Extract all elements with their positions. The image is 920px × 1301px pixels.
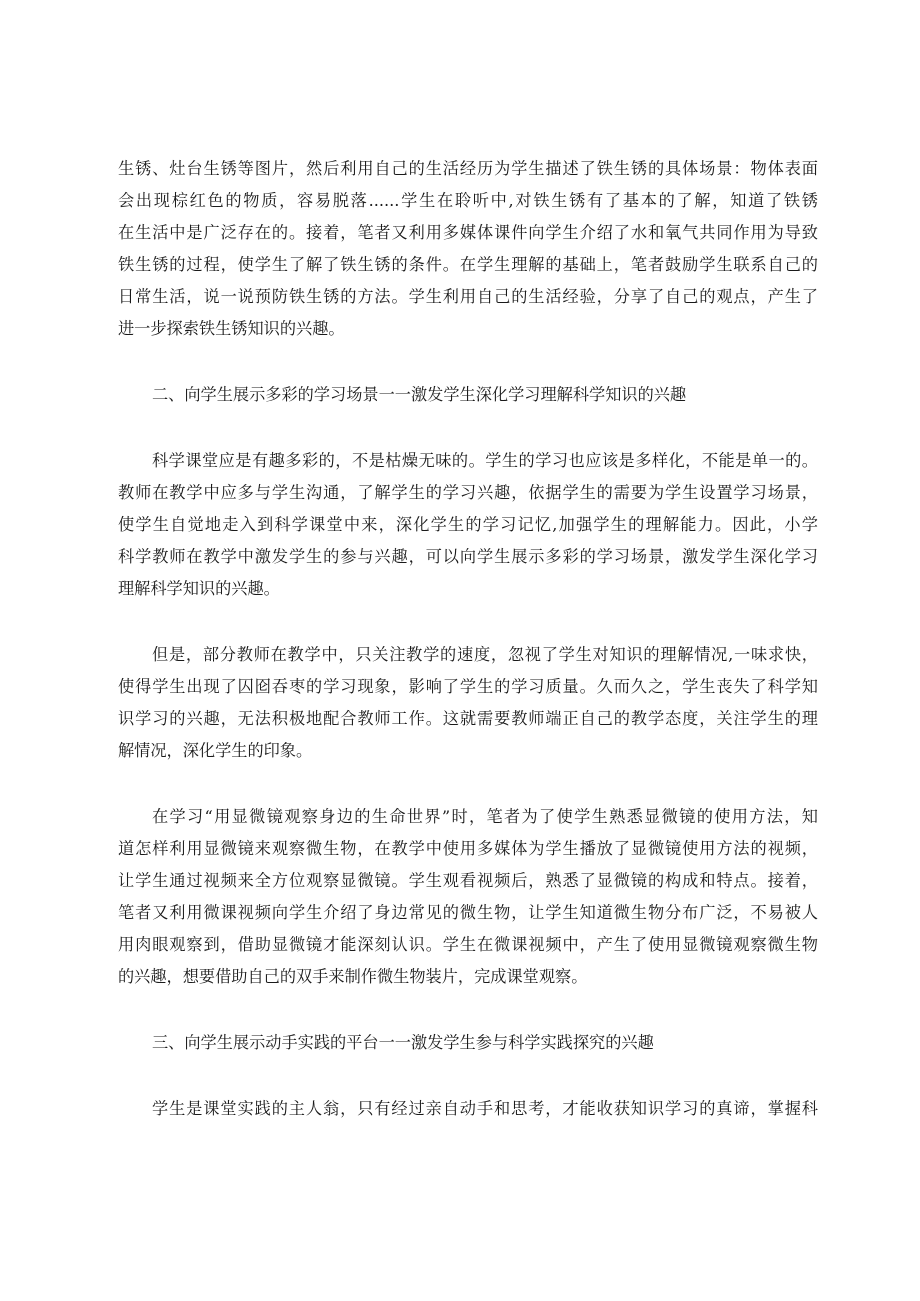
paragraph-line: 识学习的兴趣，无法积极地配合教师工作。这就需要教师端正自己的教学态度，关注学生的理 bbox=[118, 709, 818, 728]
paragraph-line: 学生是课堂实践的主人翁，只有经过亲自动手和思考，才能收获知识学习的真谛，掌握科 bbox=[152, 1099, 818, 1118]
paragraph-line: 的兴趣，想要借助自己的双手来制作微生物装片，完成课堂观察。 bbox=[118, 967, 588, 986]
paragraph-line: 但是，部分教师在教学中，只关注教学的速度，忽视了学生对知识的理解情况,一味求快， bbox=[152, 645, 818, 664]
paragraph-line: 道怎样利用显微镜来观察微生物，在教学中使用多媒体为学生播放了显微镜使用方法的视频， bbox=[118, 839, 818, 858]
paragraph-line: 使得学生出现了囚囵吞枣的学习现象，影响了学生的学习质量。久而久之，学生丧失了科学知 bbox=[118, 677, 818, 696]
paragraph-line: 科学教师在教学中激发学生的参与兴趣，可以向学生展示多彩的学习场景，激发学生深化学习 bbox=[118, 547, 818, 566]
paragraph-line: 在学习“用显微镜观察身边的生命世界”时，笔者为了使学生熟悉显微镜的使用方法，知 bbox=[152, 807, 818, 826]
paragraph-line: 教师在教学中应多与学生沟通，了解学生的学习兴趣，依据学生的需要为学生设置学习场景， bbox=[118, 483, 818, 502]
paragraph-line: 使学生自觉地走入到科学课堂中来，深化学生的学习记忆,加强学生的理解能力。因此，小学 bbox=[118, 515, 818, 534]
paragraph-line: 笔者又利用微课视频向学生介绍了身边常见的微生物，让学生知道微生物分布广泛，不易被人 bbox=[118, 903, 818, 922]
paragraph-line: 让学生通过视频来全方位观察显微镜。学生观看视频后，熟悉了显微镜的构成和特点。接着， bbox=[118, 871, 818, 890]
paragraph-line: 解情况，深化学生的印象。 bbox=[118, 741, 313, 760]
paragraph-line: 铁生锈的过程，使学生了解了铁生锈的条件。在学生理解的基础上，笔者鼓励学生联系自己的 bbox=[118, 255, 818, 274]
paragraph-line: 理解科学知识的兴趣。 bbox=[118, 579, 280, 598]
paragraph-line: 用肉眼观察到，借助显微镜才能深刻认识。学生在微课视频中，产生了使用显微镜观察微生物 bbox=[118, 935, 818, 954]
paragraph-line: 生锈、灶台生锈等图片，然后利用自己的生活经历为学生描述了铁生锈的具体场景：物体表面 bbox=[118, 159, 818, 178]
paragraph-line: 科学课堂应是有趣多彩的，不是枯燥无味的。学生的学习也应该是多样化，不能是单一的。 bbox=[152, 451, 818, 470]
paragraph-line: 会出现棕红色的物质，容易脱落......学生在聆听中,对铁生锈有了基本的了解，知道了铁锈 bbox=[118, 191, 818, 210]
section-heading-2: 二、向学生展示多彩的学习场景一一激发学生深化学习理解科学知识的兴趣 bbox=[152, 385, 687, 404]
section-heading-3: 三、向学生展示动手实践的平台一一激发学生参与科学实践探究的兴趣 bbox=[152, 1033, 654, 1052]
paragraph-line: 日常生活，说一说预防铁生锈的方法。学生利用自己的生活经验，分享了自己的观点，产生了 bbox=[118, 287, 818, 306]
paragraph-line: 在生活中是广泛存在的。接着，笔者又利用多媒体课件向学生介绍了水和氧气共同作用为导致 bbox=[118, 223, 818, 242]
paragraph-line: 进一步探索铁生锈知识的兴趣。 bbox=[118, 319, 345, 338]
